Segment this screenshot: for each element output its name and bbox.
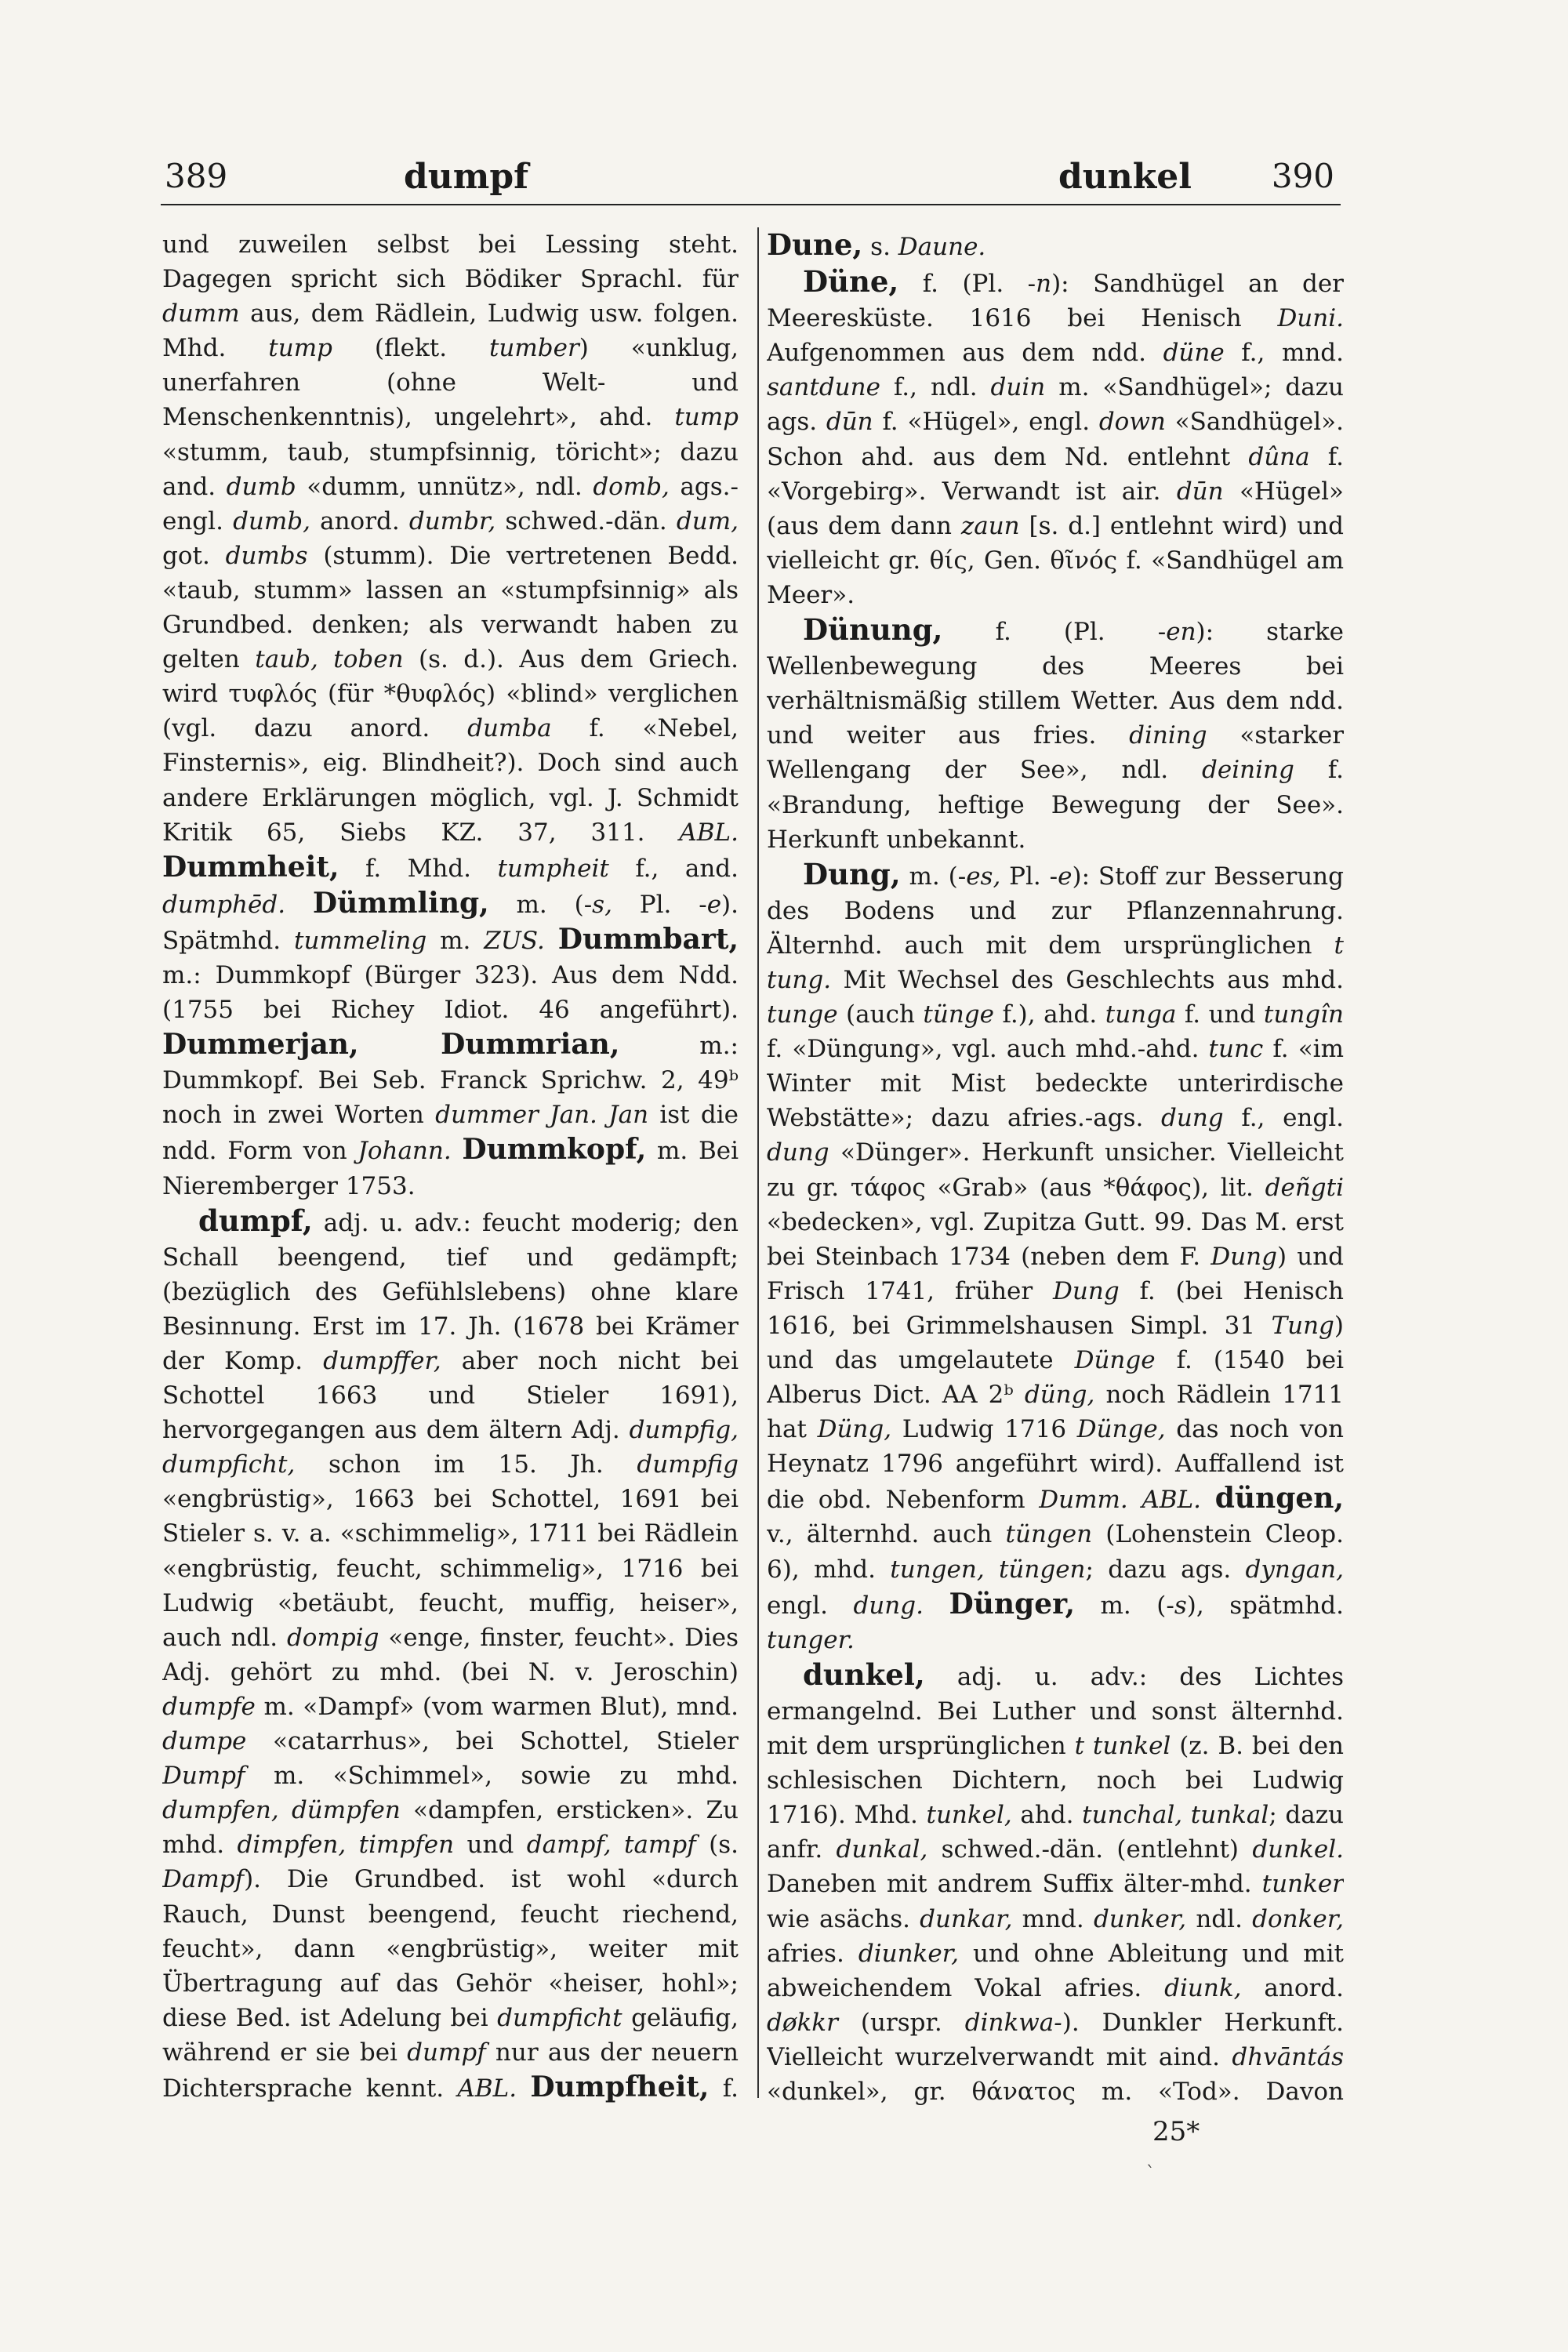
- italic-form: dumb,: [233, 506, 310, 535]
- right-catchword: dunkel: [1058, 157, 1192, 197]
- italic-form: dum,: [676, 506, 739, 535]
- italic-form: tumber: [488, 334, 579, 363]
- right-column-paragraph: [767, 227, 1344, 264]
- italic-form: dumba: [467, 714, 552, 743]
- entry-text: m. (-: [488, 890, 593, 919]
- entry-text: Aufgenommen aus dem ndd.: [767, 339, 1163, 368]
- italic-form: deñgti: [1265, 1173, 1344, 1202]
- entry-text: f., ndl.: [880, 373, 991, 402]
- entry-text: s.: [862, 233, 898, 261]
- entry-text: «dumm, unnütz», ndl.: [296, 472, 593, 501]
- entry-text: ): Stoff zur Besserung des Bodens und zur Pflanzennahrung. Älternhd. auch mit dem ursprünglichen: [767, 862, 1344, 960]
- entry-text: wie asächs.: [767, 1904, 920, 1933]
- entry-text: m. «Sandhügel»; dazu ags.: [767, 373, 1344, 437]
- entry-text: Pl. -: [612, 890, 707, 919]
- entry-text: f., mnd.: [1224, 339, 1344, 368]
- italic-form: Daune.: [898, 233, 986, 261]
- italic-form: dumpffer,: [323, 1347, 441, 1375]
- entry-text: ) «unklug, unerfahren (ohne Welt- und Menschenkenntnis), ungelehrt», ahd.: [162, 334, 739, 432]
- italic-form: zaun: [960, 511, 1020, 540]
- italic-form: dummer Jan. Jan: [435, 1101, 649, 1130]
- entry-text: ; dazu ags.: [1085, 1555, 1246, 1584]
- italic-form: ABL.: [1142, 1486, 1202, 1515]
- entry-text: «stumm, taub, stumpfsinnig, töricht»; dazu and.: [162, 437, 739, 501]
- entry-text: (urspr.: [837, 2008, 965, 2037]
- left-catchword: dumpf: [404, 157, 529, 197]
- italic-form: tump: [674, 403, 739, 432]
- italic-form: dampf, tampf: [526, 1831, 696, 1860]
- entry-text: m. «Schimmel», sowie zu mhd.: [245, 1762, 739, 1791]
- italic-form: santdune: [767, 373, 880, 402]
- left-page-number: 389: [165, 157, 228, 195]
- italic-form: Dünge: [1074, 1346, 1156, 1374]
- entry-text: f. (1540 bei Alberus Dict. AA 2ᵇ: [767, 1346, 1344, 1410]
- entry-headword: dumpf,: [198, 1203, 313, 1238]
- left-column-paragraph: [162, 227, 739, 1203]
- italic-form: dumpficht: [497, 2003, 622, 2032]
- italic-form: tunger.: [767, 1625, 855, 1654]
- italic-form: tunge: [767, 1000, 838, 1029]
- right-column-paragraph: [767, 264, 1344, 612]
- entry-headword: Dune,: [767, 227, 863, 262]
- subentry-headword: Dummbart,: [557, 922, 739, 956]
- entry-text: anord.: [1241, 1973, 1344, 2002]
- entry-text: ). Spätmhd.: [162, 890, 739, 955]
- entry-text: aber noch nicht bei Schottel 1663 und Stieler 1691), hervorgegangen aus dem ältern Adj.: [162, 1347, 739, 1445]
- entry-text: «Hügel» (aus dem dann: [767, 477, 1344, 540]
- entry-text: das noch von Heynatz 1796 angeführt wird). Auffallend ist die obd. Nebenform: [767, 1415, 1344, 1515]
- italic-form: Dumm.: [1039, 1486, 1128, 1515]
- entry-text: f. (Pl. -: [898, 270, 1036, 299]
- italic-form: dunker,: [1093, 1904, 1187, 1933]
- italic-form: düng,: [1024, 1381, 1095, 1410]
- entry-text: (s.: [695, 1831, 739, 1860]
- entry-text: f. «Brandung, heftige Bewegung der See». Herkunft unbekannt.: [767, 756, 1344, 854]
- entry-text: m.: [426, 926, 485, 955]
- right-column-paragraph: [767, 857, 1344, 1657]
- signature-mark: 25*: [1152, 2116, 1200, 2147]
- italic-form: t tunkel: [1074, 1732, 1171, 1761]
- italic-form: dumpfen, dümpfen: [162, 1796, 401, 1825]
- italic-form: dumb: [226, 472, 296, 501]
- italic-form: tump: [268, 334, 332, 363]
- entry-text: (Lohenstein Cleop. 6), mhd.: [767, 1520, 1344, 1584]
- entry-headword: Dünung,: [803, 612, 943, 648]
- italic-form: ZUS.: [484, 926, 545, 955]
- entry-text: engl.: [767, 1591, 854, 1620]
- subentry-headword: Dümmling,: [312, 886, 489, 920]
- italic-form: donker,: [1252, 1904, 1344, 1933]
- italic-form: Tung: [1271, 1311, 1334, 1340]
- printer-tick: ˋ: [1146, 2164, 1155, 2183]
- entry-text: [s. d.] entlehnt wird) und vielleicht gr. θίς, Gen. θῖνός f. «Sandhügel am Meer».: [767, 511, 1344, 609]
- entry-text: ; dazu anfr.: [767, 1801, 1344, 1864]
- italic-form: dimpfen, timpfen: [237, 1831, 455, 1860]
- italic-form: ABL.: [679, 818, 739, 847]
- entry-text: f., and.: [608, 854, 739, 883]
- italic-form: es,: [966, 862, 1001, 891]
- entry-text: ndl.: [1186, 1904, 1253, 1933]
- entry-text: «dunkel», gr. θάνατος m. «Tod». Davon: [767, 2077, 1344, 2106]
- entry-text: [285, 891, 313, 919]
- italic-form: dunkel.: [1252, 1835, 1344, 1864]
- italic-form: dumphēd.: [162, 890, 286, 919]
- entry-headword: Düne,: [803, 264, 899, 299]
- italic-form: dung: [767, 1138, 829, 1167]
- italic-form: dung.: [853, 1591, 924, 1620]
- italic-form: dyngan,: [1245, 1555, 1344, 1584]
- italic-form: tungen, tüngen: [890, 1555, 1086, 1584]
- entry-headword: Dung,: [803, 856, 901, 891]
- italic-form: tunc: [1208, 1035, 1264, 1064]
- italic-form: dumm: [162, 299, 240, 328]
- italic-form: dumbr,: [408, 506, 496, 535]
- running-header: [161, 155, 1341, 210]
- entry-text: [517, 2074, 530, 2103]
- entry-text: «enge, finster, feucht». Dies Adj. gehört zu mhd. (bei N. v. Jeroschin): [162, 1623, 739, 1686]
- italic-form: deining: [1202, 756, 1294, 785]
- entry-text: m. (-: [900, 862, 967, 891]
- right-column: [767, 227, 1344, 2109]
- italic-form: tungîn: [1263, 1000, 1344, 1029]
- entry-text: nur aus der neuern Dichtersprache kennt.: [162, 2038, 739, 2103]
- entry-text: schwed.-dän.: [495, 506, 677, 535]
- entry-text: aus, dem Rädlein, Ludwig usw. folgen. Mhd.: [162, 299, 739, 363]
- entry-text: schwed.-dän. (entlehnt): [927, 1835, 1253, 1864]
- header-rule: [161, 204, 1341, 205]
- column-divider: [757, 227, 759, 2098]
- entry-text: got.: [162, 541, 226, 570]
- italic-form: tunchal, tunkal: [1082, 1801, 1269, 1830]
- italic-form: Dung: [1210, 1242, 1277, 1271]
- entry-text: noch Rädlein 1711 hat: [767, 1381, 1344, 1444]
- entry-text: «dampfen, ersticken». Zu mhd.: [162, 1796, 739, 1860]
- entry-text: ) und das umgelautete: [767, 1311, 1344, 1374]
- entry-text: f. (bei Henisch 1616, bei Grimmelshausen Simpl. 31: [767, 1276, 1344, 1340]
- italic-form: dumpe: [162, 1727, 247, 1756]
- entry-text: adj. u. adv.: des Lichtes ermangelnd. Bei Luther und sonst älternhd. mit dem ursprünglichen: [767, 1662, 1344, 1761]
- right-column-paragraph: [767, 612, 1344, 857]
- entry-text: f.), ahd.: [993, 1000, 1105, 1029]
- italic-form: t tung.: [767, 931, 1344, 994]
- italic-form: s,: [592, 890, 612, 919]
- italic-form: Dung: [1053, 1276, 1120, 1305]
- italic-form: dumpf: [407, 2038, 486, 2067]
- subentry-headword: düngen,: [1214, 1482, 1344, 1515]
- entry-text: m. (-: [1075, 1591, 1174, 1620]
- subentry-headword: Dünger,: [949, 1587, 1075, 1621]
- entry-text: Mit Wechsel des Geschlechts aus mhd.: [831, 965, 1344, 994]
- italic-form: en: [1166, 618, 1196, 647]
- entry-text: f., engl.: [1223, 1104, 1344, 1133]
- entry-text: f. «im Winter mit Mist bedeckte unterirdische Webstätte»; dazu afries.-ags.: [767, 1035, 1344, 1133]
- entry-text: f.: [722, 2074, 739, 2103]
- italic-form: duin: [990, 373, 1046, 402]
- entry-text: adj. u. adv.: feucht moderig; den Schall beengend, tief und gedämpft; (bezüglich des Gefühlslebens) ohne klare Besinnung. Erst im 17. Jh. (1678 bei Krämer der Komp.: [162, 1208, 739, 1375]
- entry-text: m. «Dampf» (vom warmen Blut), mnd.: [255, 1692, 739, 1721]
- italic-form: døkkr: [767, 2008, 838, 2037]
- left-column: [162, 227, 739, 2109]
- entry-text: ) und Frisch 1741, früher: [767, 1242, 1344, 1305]
- italic-form: tunkel,: [926, 1801, 1012, 1830]
- right-column-paragraph: [767, 1657, 1344, 2109]
- italic-form: dinkwa-: [964, 2008, 1062, 2037]
- italic-form: dūn: [826, 408, 873, 437]
- italic-form: tünge: [923, 1000, 994, 1029]
- italic-form: down: [1098, 408, 1166, 437]
- entry-text: (s. d.). Aus dem Griech. wird τυφλός (für *θυφλός) «blind» verglichen (vgl. dazu anord.: [162, 645, 739, 743]
- entry-text: [924, 1592, 949, 1620]
- italic-form: dumpfig: [637, 1450, 739, 1479]
- italic-form: düne: [1163, 339, 1225, 368]
- entry-text: [452, 1137, 463, 1165]
- italic-form: dunkar,: [920, 1904, 1013, 1933]
- entry-text: ): Sandhügel an der Meeresküste. 1616 bei Henisch: [767, 270, 1344, 333]
- entry-text: f. (Pl. -: [942, 618, 1167, 647]
- italic-form: Dünge,: [1076, 1415, 1166, 1444]
- entry-text: m. Bei Nieremberger 1753.: [162, 1137, 739, 1200]
- italic-form: dūn: [1176, 477, 1224, 506]
- italic-form: Düng,: [817, 1415, 892, 1444]
- entry-text: «Sandhügel». Schon ahd. aus dem Nd. entlehnt: [767, 408, 1344, 471]
- entry-text: Pl. -: [1000, 862, 1058, 891]
- entry-text: ), spätmhd.: [1186, 1591, 1344, 1620]
- italic-form: dunkal,: [836, 1835, 928, 1864]
- entry-text: ahd.: [1011, 1801, 1083, 1830]
- entry-text: Daneben mit andrem Suffix älter-mhd.: [767, 1870, 1262, 1899]
- entry-text: «engbrüstig», 1663 bei Schottel, 1691 bei Stieler s. v. a. «schimmelig», 1711 bei Rädlein «engbrüstig, feucht, schimmelig», 1716 bei Ludwig «betäubt, feucht, muffig, heiser», auch ndl.: [162, 1485, 739, 1652]
- entry-text: «Dünger». Herkunft unsicher. Vielleicht zu gr. τάφος «Grab» (aus *θάφος), lit.: [767, 1138, 1344, 1202]
- italic-form: dûna: [1248, 442, 1310, 471]
- entry-text: mnd.: [1012, 1904, 1094, 1933]
- italic-form: dumpfe: [162, 1692, 256, 1721]
- entry-text: und ohne Ableitung und mit abweichendem Vokal afries.: [767, 1939, 1344, 2002]
- entry-text: ): starke Wellenbewegung des Meeres bei verhältnismäßig stillem Wetter. Aus dem ndd. und weiter aus fries.: [767, 618, 1344, 750]
- italic-form: n: [1036, 270, 1052, 299]
- subentry-headword: Dummerjan, Dummrian,: [162, 1028, 620, 1062]
- subentry-headword: Dummkopf,: [462, 1133, 647, 1167]
- entry-text: m.: Dummkopf. Bei Seb. Franck Sprichw. 2, 49ᵇ noch in zwei Worten: [162, 1032, 739, 1130]
- left-column-paragraph: [162, 1203, 739, 2109]
- entry-text: (auch: [837, 1000, 924, 1029]
- italic-form: tüngen: [1005, 1520, 1093, 1549]
- entry-text: f. Mhd.: [339, 854, 498, 883]
- italic-form: e: [1058, 862, 1073, 891]
- italic-form: dining: [1129, 721, 1207, 750]
- italic-form: tummeling: [293, 926, 427, 955]
- italic-form: tunker: [1261, 1870, 1344, 1899]
- italic-form: Johann.: [358, 1137, 452, 1166]
- italic-form: dumpfig, dumpficht,: [162, 1416, 739, 1479]
- entry-text: f. «Nebel, Finsternis», eig. Blindheit?). Doch sind auch andere Erklärungen möglich, vgl. J. Schmidt Kritik 65, Siebs KZ. 37, 311.: [162, 714, 739, 847]
- entry-text: und: [454, 1831, 527, 1860]
- subentry-headword: Dumpfheit,: [530, 2070, 710, 2103]
- italic-form: dung: [1161, 1104, 1224, 1133]
- entry-text: und zuweilen selbst bei Lessing steht. Dagegen spricht sich Bödiker Sprachl. für: [162, 230, 739, 294]
- entry-text: schon im 15. Jh.: [295, 1450, 637, 1479]
- entry-text: f. «Düngung», vgl. auch mhd.-ahd.: [767, 1035, 1209, 1064]
- entry-text: f. und: [1176, 1000, 1264, 1029]
- entry-text: geläufig, während er sie bei: [162, 2003, 739, 2067]
- entry-text: m.: Dummkopf (Bürger 323). Aus dem Ndd. (1755 bei Richey Idiot. 46 angeführt).: [162, 960, 739, 1025]
- entry-headword: dunkel,: [803, 1657, 925, 1692]
- subentry-headword: Dummheit,: [162, 850, 339, 884]
- entry-text: Ludwig 1716: [891, 1415, 1077, 1444]
- italic-form: diunk,: [1164, 1973, 1242, 2002]
- italic-form: dumbs: [225, 541, 308, 570]
- entry-text: ). Dunkler Herkunft. Vielleicht wurzelverwandt mit aind.: [767, 2008, 1344, 2071]
- italic-form: tunga: [1105, 1000, 1177, 1029]
- entry-text: v., älternhd. auch: [767, 1520, 1006, 1549]
- italic-form: dhvāntás: [1232, 2042, 1344, 2071]
- entry-text: [1201, 1486, 1215, 1514]
- italic-form: Dumpf: [162, 1762, 245, 1791]
- italic-form: e: [706, 890, 722, 919]
- right-page-number: 390: [1271, 157, 1334, 195]
- italic-form: Dampf: [162, 1865, 245, 1894]
- entry-text: «starker Wellengang der See», ndl.: [767, 721, 1344, 785]
- entry-text: anord.: [310, 506, 409, 535]
- entry-text: (flekt.: [332, 334, 489, 363]
- entry-text: afries.: [767, 1939, 858, 1968]
- entry-text: f. «Hügel», engl.: [873, 408, 1099, 437]
- italic-form: diunker,: [858, 1939, 959, 1968]
- entry-text: (stumm). Die vertretenen Bedd. «taub, stumm» lassen an «stumpfsinnig» als Grundbed. denken; als verwandt haben zu gelten: [162, 541, 739, 674]
- entry-text: «bedecken», vgl. Zupitza Gutt. 99. Das M. erst bei Steinbach 1734 (neben dem F.: [767, 1207, 1344, 1271]
- entry-text: (z. B. bei den schlesischen Dichtern, noch bei Ludwig 1716). Mhd.: [767, 1732, 1344, 1830]
- italic-form: domb,: [593, 472, 670, 501]
- entry-text: ). Die Grundbed. ist wohl «durch Rauch, Dunst beengend, feucht riechend, feucht», dann «engbrüstig», weiter mit Übertragung auf das Gehör «heiser, hohl»; diese Bed. ist Adelung bei: [162, 1865, 739, 2032]
- entry-text: [1128, 1486, 1142, 1514]
- italic-form: Duni.: [1277, 304, 1344, 333]
- entry-text: «catarrhus», bei Schottel, Stieler: [246, 1727, 739, 1756]
- entry-text: [545, 927, 558, 955]
- entry-text: f. «Vorgebirg». Verwandt ist air.: [767, 442, 1344, 506]
- italic-form: tumpheit: [497, 854, 609, 883]
- italic-form: taub, toben: [255, 645, 404, 674]
- entry-text: ist die ndd. Form von: [162, 1101, 739, 1166]
- italic-form: s: [1174, 1591, 1187, 1620]
- entry-text: ags.-engl.: [162, 472, 739, 535]
- italic-form: ABL.: [457, 2074, 517, 2103]
- italic-form: dompig: [286, 1623, 379, 1652]
